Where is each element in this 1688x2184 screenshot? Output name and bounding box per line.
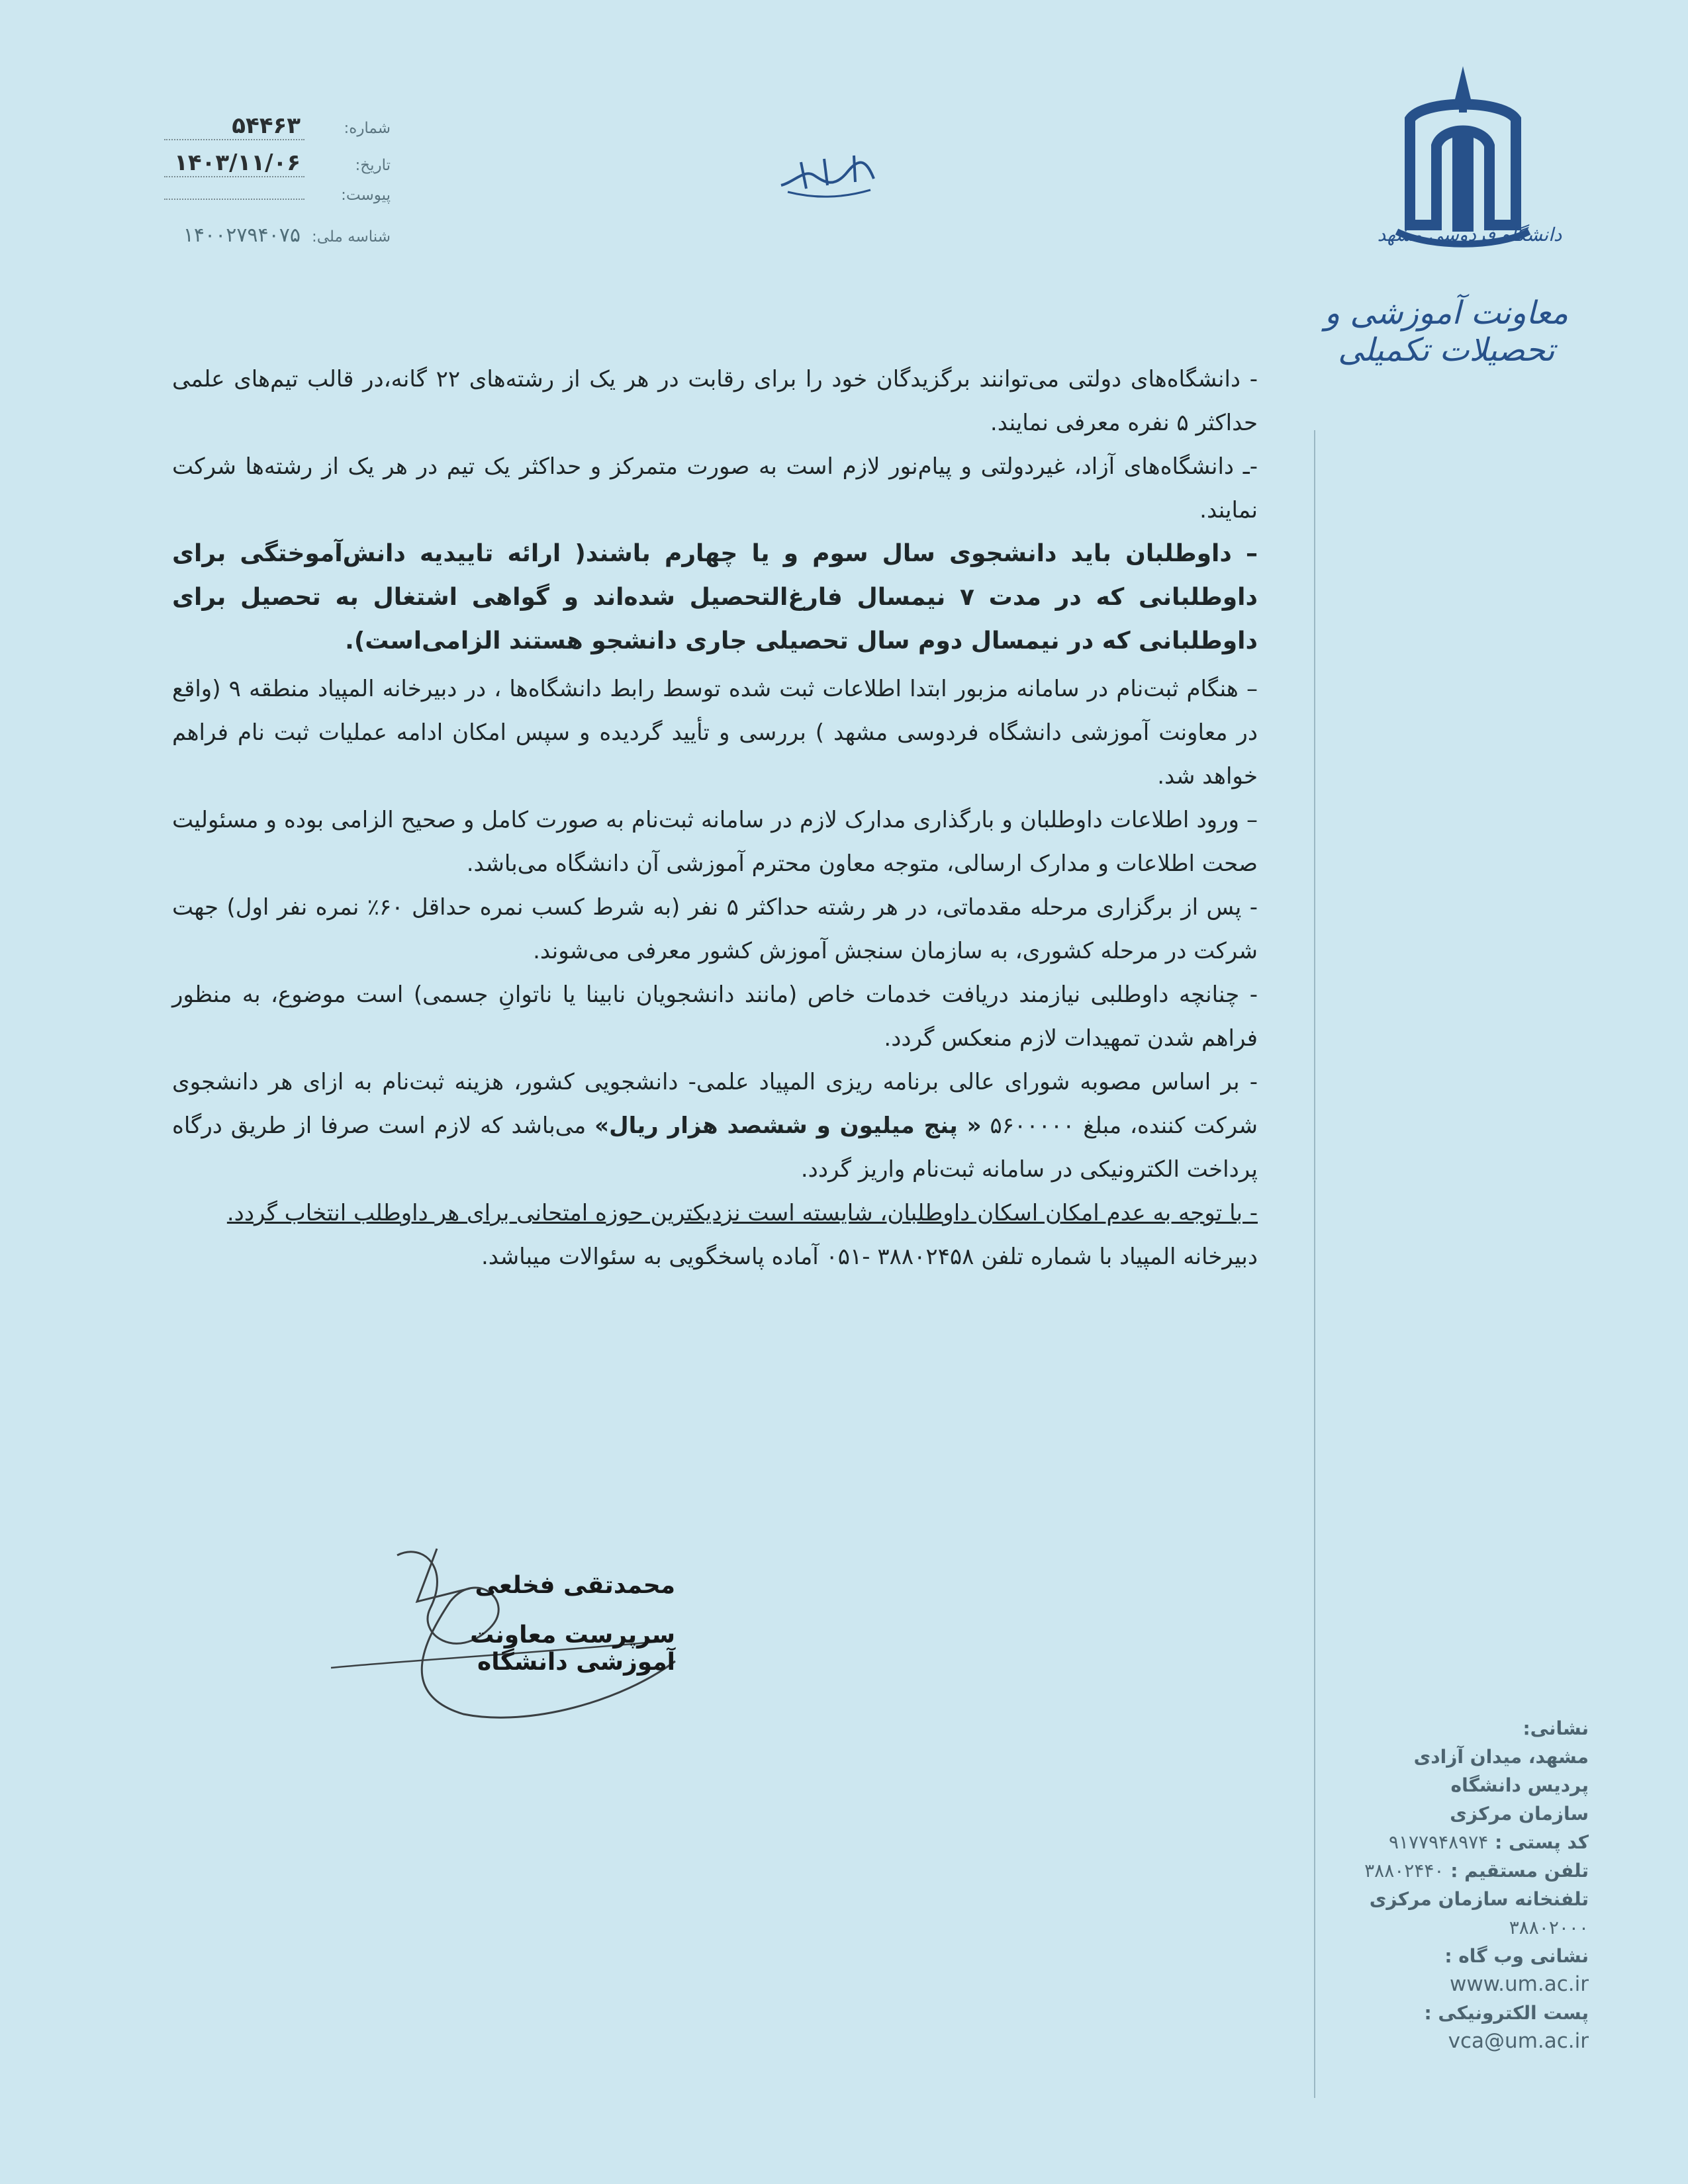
address-block	[1344, 1714, 1589, 2056]
paragraph-10: دبیرخانه المپیاد با شماره تلفن ۳۸۸۰۲۴۵۸ -۰۵۱ آماده پاسخگویی به سئوالات میباشد.	[481, 1244, 1258, 1270]
signatory-name: محمدتقی فخلعی	[475, 1572, 675, 1599]
paragraph-8	[172, 1060, 1258, 1191]
paragraph-5: – ورود اطلاعات داوطلبان و بارگذاری مدارک لازم در سامانه ثبت‌نام به صورت کامل و صحیح الزامی بوده و مسئولیت صحت اطلاعات و مدارک ارسالی، متوجه معاون محترم آموزشی آن دانشگاه می‌باشد.	[172, 807, 1258, 877]
web-link[interactable]: www.um.ac.ir	[1449, 1972, 1589, 1996]
postal-row	[1344, 1828, 1589, 1856]
national-id-label: شناسه ملی:	[312, 228, 391, 246]
email-label: پست الکترونیکی :	[1424, 2002, 1589, 2024]
address-line-2: پردیس دانشگاه	[1450, 1774, 1589, 1796]
letter-body	[172, 357, 1258, 1279]
paragraph-8-a: - بر اساس مصوبه شورای عالی برنامه ریزی المپیاد علمی- دانشجویی کشور، هزینه ثبت‌نام به ازای هر دانشجوی شرکت کننده، مبلغ ۵۶۰۰۰۰۰	[172, 1069, 1258, 1139]
logo-caption: دانشگاه فردوسی مشهد	[1377, 224, 1562, 246]
sidebar-divider	[1314, 430, 1315, 2098]
attachment-value	[164, 199, 305, 200]
phone-row	[1344, 1856, 1589, 1885]
paragraph-2: -ـ دانشگاه‌های آزاد، غیردولتی و پیام‌نور لازم است به صورت متمرکز و حداکثر یک تیم در هر یک از رشته‌ها شرکت نمایند.	[172, 453, 1258, 523]
phone-label: تلفن مستقیم :	[1450, 1860, 1589, 1882]
paragraph-9: - با توجه به عدم امکان اسکان داوطلبان، شایسته است نزدیکترین حوزه امتحانی برای هر داوطلب انتخاب گردد.	[226, 1200, 1258, 1226]
paragraph-7: - چنانچه داوطلبی نیازمند دریافت خدمات خاص (مانند دانشجویان نابینا یا ناتوانِ جسمی) است موضوع، به منظور فراهم شدن تمهیدات لازم منعکس گردد.	[172, 981, 1258, 1052]
attachment-label: پیوست:	[341, 187, 391, 204]
number-label: شماره:	[344, 120, 391, 137]
phone-value: ۳۸۸۰۲۴۴۰	[1364, 1860, 1444, 1882]
postal-value: ۹۱۷۷۹۴۸۹۷۴	[1388, 1831, 1489, 1853]
paragraph-4: – هنگام ثبت‌نام در سامانه مزبور ابتدا اطلاعات ثبت شده توسط رابط دانشگاه‌ها ، در دبیرخانه المپیاد منطقه ۹ (واقع در معاونت آموزشی دانشگاه فردوسی مشهد ) بررسی و تأیید گردیده و سپس امکان ادامه عملیات ثبت نام فراهم خواهد شد.	[172, 676, 1258, 790]
paragraph-8-c: می‌باشد که لازم است صرفا از طریق درگاه پرداخت الکترونیکی در سامانه ثبت‌نام واریز گردد.	[172, 1113, 1258, 1183]
switchboard-value: ۳۸۸۰۲۰۰۰	[1509, 1917, 1589, 1938]
bism-calligraphy-icon	[774, 149, 880, 202]
address-line-1: مشهد، میدان آزادی	[1413, 1746, 1589, 1768]
signatory-title: سرپرست معاونت آموزشی دانشگاه	[470, 1621, 675, 1676]
switchboard-label: تلفنخانه سازمان مرکزی	[1369, 1888, 1589, 1910]
national-id-value: ۱۴۰۰۲۷۹۴۰۷۵	[183, 224, 301, 247]
paragraph-6: - پس از برگزاری مرحله مقدماتی، در هر رشته حداکثر ۵ نفر (به شرط کسب نمره حداقل ۶۰٪ نمره نفر اول) جهت شرکت در مرحله کشوری، به سازمان سنجش آموزش کشور معرفی می‌شوند.	[172, 894, 1258, 964]
department-title: معاونت آموزشی و تحصیلات تکمیلی	[1324, 295, 1569, 369]
paragraph-3: – داوطلبان باید دانشجوی سال سوم و یا چهارم باشند( ارائه تاییدیه دانش‌آموختگی برای داوطلبانی که در مدت ۷ نیمسال فارغ‌التحصیل شده‌اند و گواهی اشتغال به تحصیل برای داوطلبانی که در نیمسال دوم سال تحصیلی جاری دانشجو هستند الزامی‌است).	[172, 540, 1258, 655]
email-link[interactable]: vca@um.ac.ir	[1448, 2029, 1589, 2053]
national-id-row	[139, 224, 391, 261]
web-label: نشانی وب گاه :	[1444, 1945, 1589, 1967]
address-line-3: سازمان مرکزی	[1450, 1803, 1589, 1825]
date-value: ۱۴۰۳/۱۱/۰۶	[164, 150, 305, 177]
number-value: ۵۴۴۶۳	[164, 113, 305, 140]
paragraph-8-amount: « پنج میلیون و ششصد هزار ریال»	[594, 1113, 982, 1139]
date-label: تاریخ:	[355, 157, 391, 174]
letter-meta	[139, 113, 391, 261]
address-label: نشانی:	[1523, 1717, 1589, 1739]
number-row	[139, 113, 391, 150]
date-row	[139, 150, 391, 187]
postal-label: کد پستی :	[1495, 1831, 1589, 1853]
attachment-row	[139, 187, 391, 224]
paragraph-1: - دانشگاه‌های دولتی می‌توانند برگزیدگان خود را برای رقابت در هر یک از رشته‌های ۲۲ گانه،در قالب تیم‌های علمی حداکثر ۵ نفره معرفی نمایند.	[172, 366, 1258, 436]
